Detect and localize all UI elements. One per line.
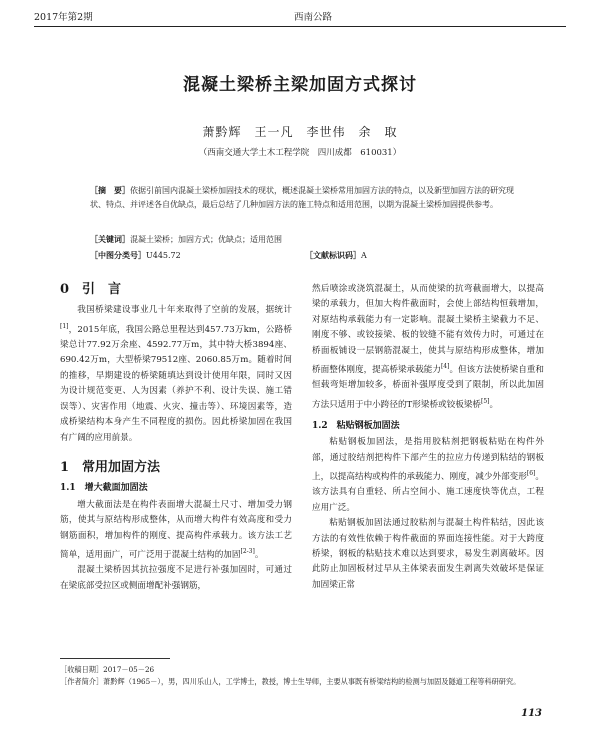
clc-value: U445.72 bbox=[146, 251, 181, 260]
page-number: 113 bbox=[521, 708, 542, 719]
journal-name: 西南公路 bbox=[294, 12, 333, 23]
left-column bbox=[60, 282, 292, 594]
sec11-text-b: 。 bbox=[254, 549, 264, 560]
abstract-label: ［摘 要］ bbox=[90, 185, 130, 195]
section-1-2-paragraph-2: 粘贴钢板加固法通过胶粘剂与混凝土构件粘结，因此该方法的有效性依赖于构件截面的界面连接性能。对于大跨度桥梁，钢板的粘贴技术难以达到要求，易发生剥离破坏。因此防止加固板材过早从主体梁表面发生剥离失效破坏是保证加固梁正常 bbox=[312, 518, 544, 590]
classification-line bbox=[90, 250, 520, 261]
sec11-text-a: 增大截面法是在构件表面增大混凝土尺寸、增加受力钢筋，使其与原结构形成整体，从而增大构件有效高度和受力钢筋面积，增加构件的刚度、提高构件承载力。该方法工艺简单，适用面广，可广泛用于混凝土结构的加固 bbox=[60, 499, 292, 560]
right-text-b: 。但该方法使桥梁自重和恒载弯矩增加较多，桥面补强厚度受到了限制，所以此加固方法只适用于中小跨径的T形梁桥或铰板梁桥 bbox=[312, 364, 544, 410]
footnote-received: ［收稿日期］2017－05－26 bbox=[60, 665, 155, 674]
section-1-2-heading: 1.2 粘贴钢板加固法 bbox=[312, 420, 400, 431]
footnote-divider bbox=[60, 658, 170, 659]
author-list: 萧黔辉 王一凡 李世伟 余 取 bbox=[202, 125, 398, 139]
intro-text-a: 我国桥梁建设事业几十年来取得了空前的发展，据统计 bbox=[77, 305, 292, 316]
section-1-1-paragraph-2: 混凝土梁桥因其抗拉强度不足进行补强加固时，可通过在梁底部受拉区或侧面增配补强钢筋， bbox=[60, 565, 292, 591]
abstract bbox=[90, 183, 520, 212]
issue-label: 2017年第2期 bbox=[34, 12, 93, 23]
paper-title: 混凝土梁桥主梁加固方式探讨 bbox=[183, 75, 417, 95]
keywords-label: ［关键词］ bbox=[90, 234, 130, 244]
right-column bbox=[312, 282, 544, 593]
running-header bbox=[34, 8, 566, 27]
section-1-1-paragraph-1 bbox=[60, 498, 292, 563]
intro-paragraph bbox=[60, 303, 292, 446]
ref-5: [5] bbox=[481, 397, 490, 405]
section-intro-heading: 0 引 言 bbox=[60, 282, 122, 297]
affiliation: （西南交通大学土木工程学院 四川成都 610031） bbox=[198, 148, 402, 158]
sec12-text-b: 。该方法具有自重轻、所占空间小、施工速度快等优点，工程应用广泛。 bbox=[312, 472, 544, 513]
footnote-bio: ［作者简介］萧黔辉（1965－），男，四川乐山人，工学博士，教授，博士生导师，主要从事既有桥梁结构的检测与加固及隧道工程等科研研究。 bbox=[60, 677, 521, 686]
right-text-c: 。 bbox=[489, 399, 499, 410]
section-1-1-heading: 1.1 增大截面加固法 bbox=[60, 483, 148, 494]
ref-2-3: [2-3] bbox=[240, 547, 255, 555]
intro-text-b: ，2015年底，我国公路总里程达到457.73万km，公路桥梁总计77.92万余座、4592.77万m，其中特大桥3894座、690.42万m，大型桥梁79512座、2060.85万m。随着时间的推移，早期建设的桥梁随填达到设计使用年限，同时又因为设计规范变更、人为因素（养护不利、设计失误、施工错误等）、灾害作用（地震、火灾、撞击等）、环境因素等，造成桥梁结构本身产生不同程度的损伤。因此桥梁加固在我国有广阔的应用前景。 bbox=[60, 324, 292, 443]
keywords-line bbox=[90, 234, 520, 245]
doc-code-label: ［文献标识码］ bbox=[305, 250, 361, 260]
right-paragraph-1 bbox=[312, 282, 544, 413]
sec12-text-a: 粘贴钢板加固法，是指用胶粘剂把钢板粘贴在构件外部，通过胶结剂把构件下部产生的拉应力传递到粘结的钢板上，以提高结构或构件的承载能力、刚度，减少外部变形 bbox=[312, 437, 544, 483]
ref-4: [4] bbox=[440, 363, 450, 371]
doc-code-value: A bbox=[361, 251, 367, 260]
ref-1: [1] bbox=[60, 322, 69, 330]
right-text-a: 然后喷涂或浇筑混凝土，从而使梁的抗弯截面增大，以提高梁的承载力，但加大构件截面时，会使上部结构恒载增加，对原结构承载能力有一定影响。混凝土梁桥主梁截力不足、刚度不够、或铰接梁、板的铰缝不能有效传力时，可通过在桥面板铺设一层钢筋混凝土，使其与原结构形成整体，增加桥面整体刚度，提高桥梁承载能力 bbox=[312, 284, 544, 375]
abstract-text: 依据引前国内混凝土梁桥加固技术的现状，概述混凝土梁桥常用加固方法的特点，以及新型加固方法的研究现状、特点、并评述各自优缺点，最后总结了几种加固方法的施工特点和适用范围，以期为混凝土梁桥加固提供参考。 bbox=[90, 186, 514, 209]
keywords-text: 混凝土梁桥；加固方式；优缺点；适用范围 bbox=[130, 235, 282, 244]
section-1-2-paragraph-1 bbox=[312, 435, 544, 516]
section-1-heading: 1 常用加固方法 bbox=[60, 459, 161, 475]
ref-6: [6] bbox=[526, 470, 536, 478]
clc-label: ［中图分类号］ bbox=[90, 250, 146, 260]
